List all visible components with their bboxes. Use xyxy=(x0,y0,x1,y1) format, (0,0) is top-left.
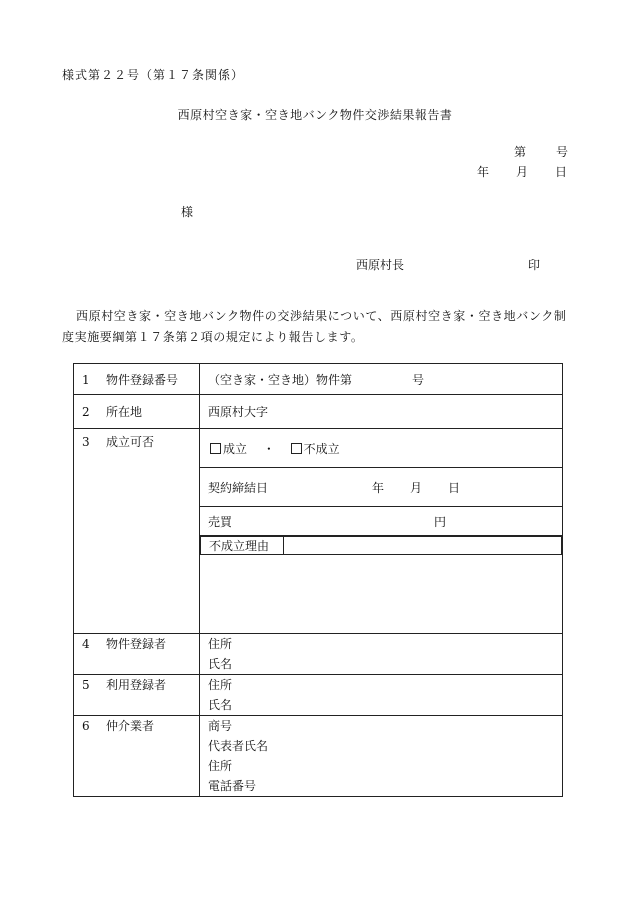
sale-label: 売買 xyxy=(208,514,233,529)
property-registrant-field[interactable] xyxy=(200,634,563,675)
property-number-field[interactable] xyxy=(200,364,563,395)
sale-price-field[interactable] xyxy=(200,507,563,536)
address-label: 住所 xyxy=(208,637,233,651)
label-year: 年 xyxy=(477,165,490,179)
row-label xyxy=(74,675,200,716)
document-title: 西原村空き家・空き地バンク物件交渉結果報告書 xyxy=(177,108,453,122)
issuer-name: 西原村長 xyxy=(356,258,405,272)
row-label-text: 物件登録者 xyxy=(106,637,167,651)
success-checkbox[interactable] xyxy=(210,443,221,454)
address-label: 住所 xyxy=(208,759,233,773)
report-table xyxy=(73,363,563,797)
contract-date-field[interactable] xyxy=(200,468,563,507)
addressee-suffix: 様 xyxy=(181,205,194,219)
label-dai: 第 xyxy=(514,145,527,159)
user-registrant-field[interactable] xyxy=(200,675,563,716)
table-row xyxy=(74,634,563,675)
row-label xyxy=(74,395,200,429)
name-label: 氏名 xyxy=(208,698,233,712)
seal-mark: 印 xyxy=(528,258,541,272)
failure-reason-cell xyxy=(200,536,563,634)
options-separator: ・ xyxy=(262,441,275,456)
row-number: 4 xyxy=(82,637,90,651)
phone-label: 電話番号 xyxy=(208,779,257,793)
row-label-text: 物件登録番号 xyxy=(106,372,179,387)
fail-checkbox[interactable] xyxy=(291,443,302,454)
outcome-options xyxy=(200,429,563,468)
row-label xyxy=(74,716,200,797)
row-number: 1 xyxy=(82,372,90,387)
fail-label: 不成立 xyxy=(303,441,340,456)
failure-reason-field[interactable] xyxy=(284,537,562,555)
table-row xyxy=(74,364,563,395)
trade-name-label: 商号 xyxy=(208,719,233,733)
row-label-text: 所在地 xyxy=(106,405,143,419)
contract-date-label: 契約締結日 xyxy=(208,480,269,495)
address-label: 住所 xyxy=(208,678,233,692)
contract-year-label: 年 xyxy=(372,480,385,495)
failure-reason-label: 不成立理由 xyxy=(201,537,284,555)
table-row xyxy=(74,395,563,429)
row-label-text: 仲介業者 xyxy=(106,719,155,733)
location-value: 西原村大字 xyxy=(208,405,269,419)
row-number: 3 xyxy=(82,435,90,449)
yen-label: 円 xyxy=(434,514,447,529)
success-label: 成立 xyxy=(223,441,248,456)
property-number-prefix: （空き家・空き地）物件第 xyxy=(208,372,353,387)
row-label xyxy=(74,634,200,675)
label-day: 日 xyxy=(555,165,568,179)
row-number: 5 xyxy=(82,678,90,692)
row-label-text: 利用登録者 xyxy=(106,678,167,692)
representative-name-label: 代表者氏名 xyxy=(208,739,269,753)
table-row xyxy=(74,429,563,468)
table-row xyxy=(74,716,563,797)
row-label-text: 成立可否 xyxy=(106,435,155,449)
property-number-suffix: 号 xyxy=(412,372,425,387)
label-month: 月 xyxy=(516,165,529,179)
location-field[interactable] xyxy=(200,395,563,429)
row-label xyxy=(74,364,200,395)
row-number: 6 xyxy=(82,719,90,733)
broker-field[interactable] xyxy=(200,716,563,797)
label-go: 号 xyxy=(556,145,569,159)
body-paragraph: 西原村空き家・空き地バンク物件の交渉結果について、西原村空き家・空き地バンク制度実施要綱第１７条第２項の規定により報告します。 xyxy=(62,309,567,344)
contract-month-label: 月 xyxy=(410,480,423,495)
table-row xyxy=(74,675,563,716)
row-label xyxy=(74,429,200,634)
contract-day-label: 日 xyxy=(448,480,461,495)
row-number: 2 xyxy=(82,405,90,419)
form-number: 様式第２２号（第１７条関係） xyxy=(62,68,245,82)
name-label: 氏名 xyxy=(208,657,233,671)
